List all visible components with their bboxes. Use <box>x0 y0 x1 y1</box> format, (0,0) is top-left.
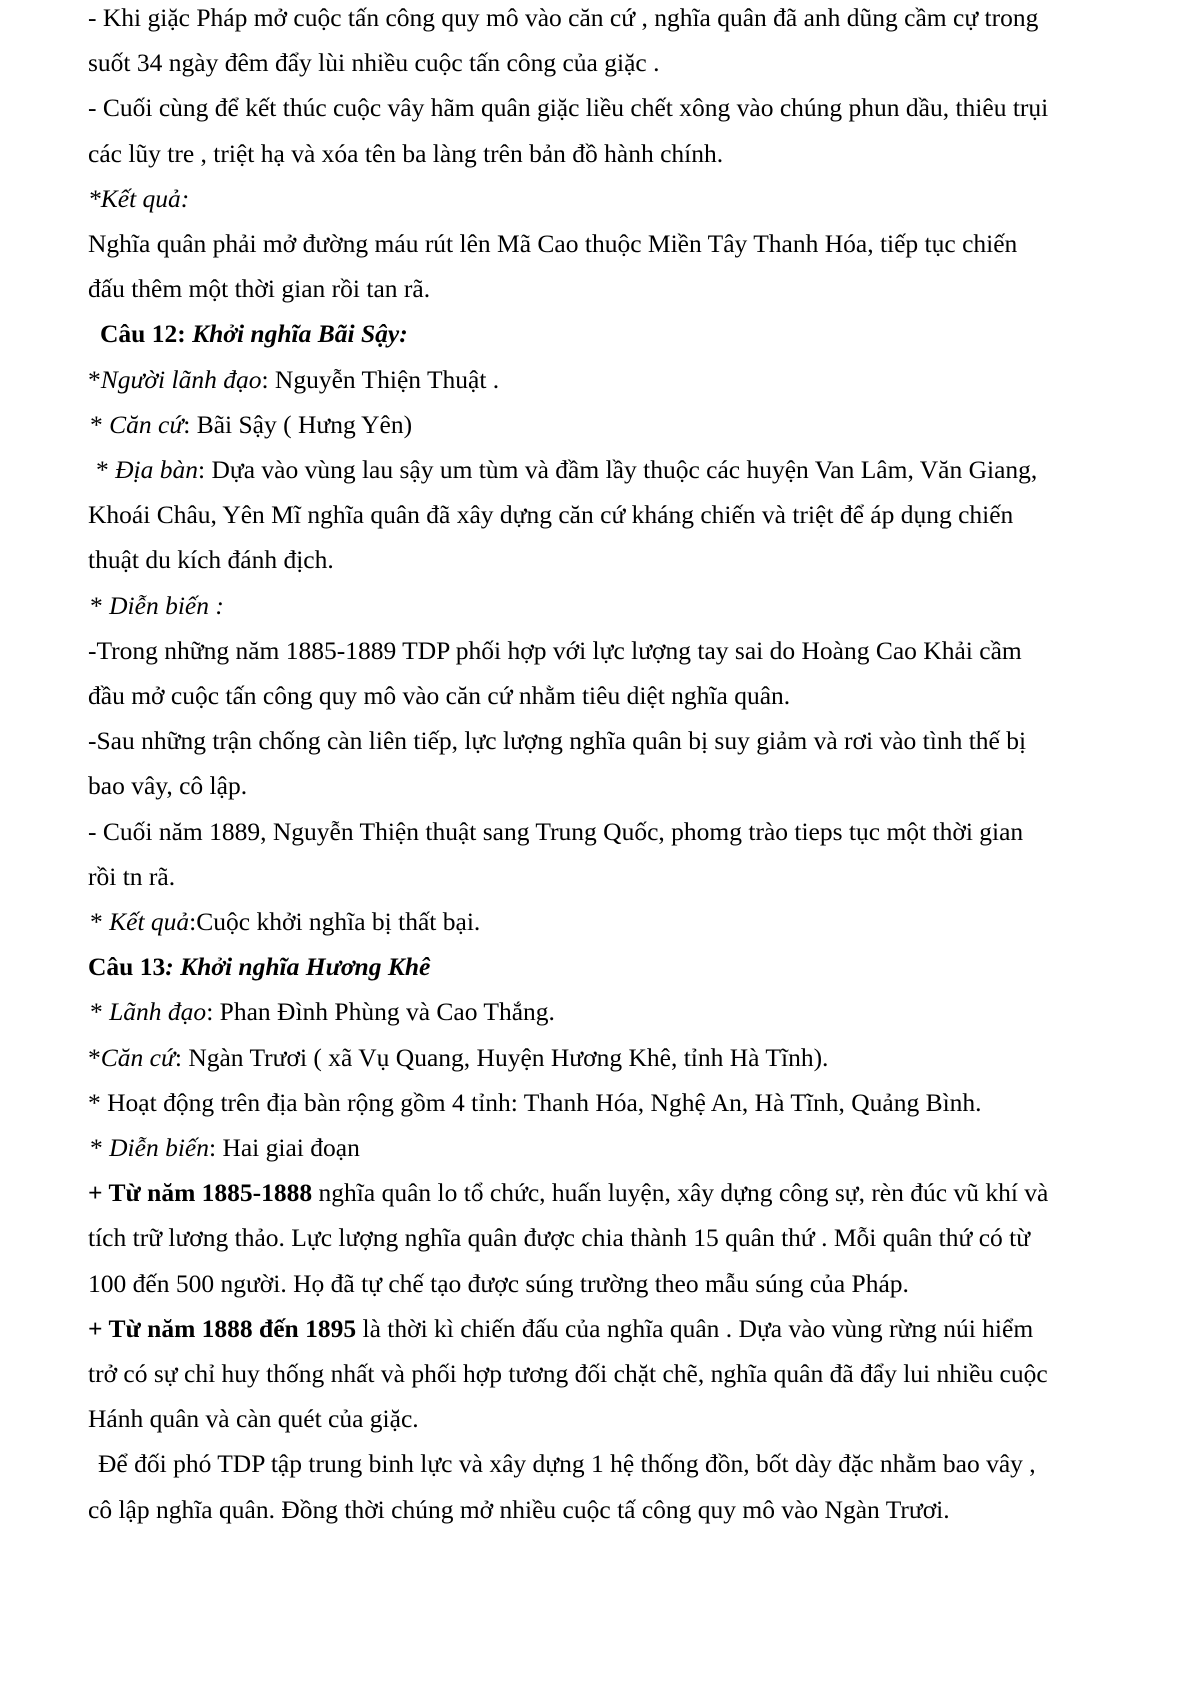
text-segment: các lũy tre , triệt hạ và xóa tên ba làng trên bản đồ hành chính. <box>88 138 724 168</box>
text-line <box>88 725 1026 757</box>
text-line <box>88 1313 1033 1345</box>
text-line <box>90 996 555 1028</box>
text-line <box>88 816 1023 848</box>
text-segment: * <box>96 455 116 484</box>
text-line <box>88 770 247 802</box>
text-segment: Hánh quân và càn quét của giặc. <box>88 1404 419 1434</box>
text-segment: *Kết quả: <box>88 183 190 213</box>
text-line <box>88 951 430 983</box>
text-line <box>90 409 412 441</box>
text-segment: -Trong những năm 1885-1889 TDP phối hợp với lực lượng tay sai do Hoàng Cao Khải cầm <box>88 635 1022 665</box>
text-segment: - Cuối năm 1889, Nguyễn Thiện thuật sang Trung Quốc, phomg trào tieps tục một thời gian <box>88 816 1024 846</box>
text-segment: * <box>90 409 110 439</box>
text-segment: cô lập nghĩa quân. Đồng thời chúng mở nhiều cuộc tấ công quy mô vào Ngàn Trươi. <box>88 1494 950 1524</box>
text-segment: - Cuối cùng để kết thúc cuộc vây hãm quân giặc liều chết xông vào chúng phun dầu, thiêu trụi <box>88 93 1049 123</box>
text-segment: * <box>88 1042 101 1072</box>
text-line <box>100 318 408 350</box>
text-segment: * <box>90 1133 110 1162</box>
text-segment: : Phan Đình Phùng và Cao Thắng. <box>206 997 555 1027</box>
text-line <box>88 1087 982 1119</box>
text-segment: : Hai giai đoạn <box>208 1133 360 1162</box>
text-segment: :Cuộc khởi nghĩa bị thất bại. <box>189 907 481 936</box>
text-segment: bao vây, cô lập. <box>88 771 248 801</box>
text-segment: Người lãnh đạo <box>100 364 262 394</box>
text-line <box>88 1222 1030 1254</box>
text-segment: Câu 13 <box>88 952 166 982</box>
text-line <box>88 680 790 712</box>
text-segment: Căn cứ <box>100 1042 175 1072</box>
text-segment: Khởi nghĩa Bãi Sậy: <box>192 319 408 349</box>
text-line <box>88 364 499 396</box>
text-line <box>88 544 334 576</box>
text-line <box>88 1358 1048 1390</box>
text-segment: tích trữ lương thảo. Lực lượng nghĩa quân được chia thành 15 quân thứ . Mỗi quân thứ có từ <box>88 1223 1031 1253</box>
text-line <box>88 273 430 305</box>
text-segment: đầu mở cuộc tấn công quy mô vào căn cứ nhằm tiêu diệt nghĩa quân. <box>88 681 791 710</box>
text-line <box>88 635 1022 667</box>
text-line <box>90 1132 360 1164</box>
text-line <box>88 1177 1048 1209</box>
text-segment: : Ngàn Trươi ( xã Vụ Quang, Huyện Hương Khê, tỉnh Hà Tĩnh). <box>174 1042 829 1072</box>
text-line <box>88 499 1013 531</box>
text-line <box>88 1042 828 1074</box>
text-segment: Câu 12: <box>100 319 193 349</box>
text-line <box>90 906 480 938</box>
text-segment: suốt 34 ngày đêm đẩy lùi nhiều cuộc tấn công của giặc . <box>88 48 660 78</box>
text-line <box>88 183 189 215</box>
text-segment: * <box>90 590 110 620</box>
text-line <box>88 138 723 170</box>
text-line <box>96 454 1037 486</box>
text-line <box>88 1403 419 1435</box>
text-segment: 100 đến 500 người. Họ đã tự chế tạo được súng trường theo mẫu súng của Pháp. <box>88 1268 909 1298</box>
text-segment: * Hoạt động trên địa bàn rộng gồm 4 tỉnh: Thanh Hóa, Nghệ An, Hà Tĩnh, Quảng Bình. <box>88 1087 982 1117</box>
text-segment: : Nguyễn Thiện Thuật . <box>261 364 500 394</box>
text-segment: Lãnh đạo <box>109 997 207 1027</box>
text-segment: nghĩa quân lo tổ chức, huấn luyện, xây dựng công sự, rèn đúc vũ khí và <box>312 1178 1049 1208</box>
text-segment: Căn cứ <box>109 409 184 439</box>
text-segment: rồi tn rã. <box>88 861 176 891</box>
text-segment: - Khi giặc Pháp mở cuộc tấn công quy mô vào căn cứ , nghĩa quân đã anh dũng cầm cự trong <box>88 3 1039 32</box>
text-line <box>90 590 224 622</box>
text-segment: Để đối phó TDP tập trung binh lực và xây dựng 1 hệ thống đồn, bốt dày đặc nhằm bao vây , <box>98 1449 1036 1479</box>
text-segment: Khoái Châu, Yên Mĩ nghĩa quân đã xây dựng căn cứ kháng chiến và triệt để áp dụng chiến <box>88 500 1014 530</box>
text-line <box>88 1494 950 1526</box>
text-segment: * <box>88 364 101 394</box>
text-line <box>98 1448 1036 1480</box>
text-line <box>88 228 1017 260</box>
text-line <box>88 1268 909 1300</box>
text-segment: : Dựa vào vùng lau sậy um tùm và đầm lầy thuộc các huyện Van Lâm, Văn Giang, <box>198 455 1038 484</box>
text-segment: : Bãi Sậy ( Hưng Yên) <box>183 409 413 439</box>
text-segment: -Sau những trận chống càn liên tiếp, lực lượng nghĩa quân bị suy giảm và rơi vào tình thế bị <box>88 726 1027 756</box>
text-line <box>88 92 1048 124</box>
text-segment: Diễn biến <box>109 1133 209 1162</box>
text-segment: + Từ năm 1885-1888 <box>88 1178 313 1208</box>
text-segment: trở có sự chỉ huy thống nhất và phối hợp tương đối chặt chẽ, nghĩa quân đã đẩy lui nhiều cuộc <box>88 1359 1048 1388</box>
text-line <box>88 2 1038 34</box>
text-line <box>88 861 175 893</box>
text-segment: Kết quả <box>109 907 190 936</box>
text-segment: * <box>90 997 110 1027</box>
text-segment: : Khởi nghĩa Hương Khê <box>165 952 431 982</box>
text-segment: Diễn biến : <box>109 590 224 620</box>
text-segment: là thời kì chiến đấu của nghĩa quân . Dựa vào vùng rừng núi hiểm <box>356 1313 1034 1343</box>
text-segment: * <box>90 907 110 936</box>
text-segment: Địa bàn <box>115 455 198 484</box>
text-segment: thuật du kích đánh địch. <box>88 545 334 575</box>
text-segment: + Từ năm 1888 đến 1895 <box>88 1313 357 1343</box>
text-segment: đấu thêm một thời gian rồi tan rã. <box>88 274 431 304</box>
text-line <box>88 47 659 79</box>
text-segment: Nghĩa quân phải mở đường máu rút lên Mã Cao thuộc Miền Tây Thanh Hóa, tiếp tục chiến <box>88 229 1018 258</box>
